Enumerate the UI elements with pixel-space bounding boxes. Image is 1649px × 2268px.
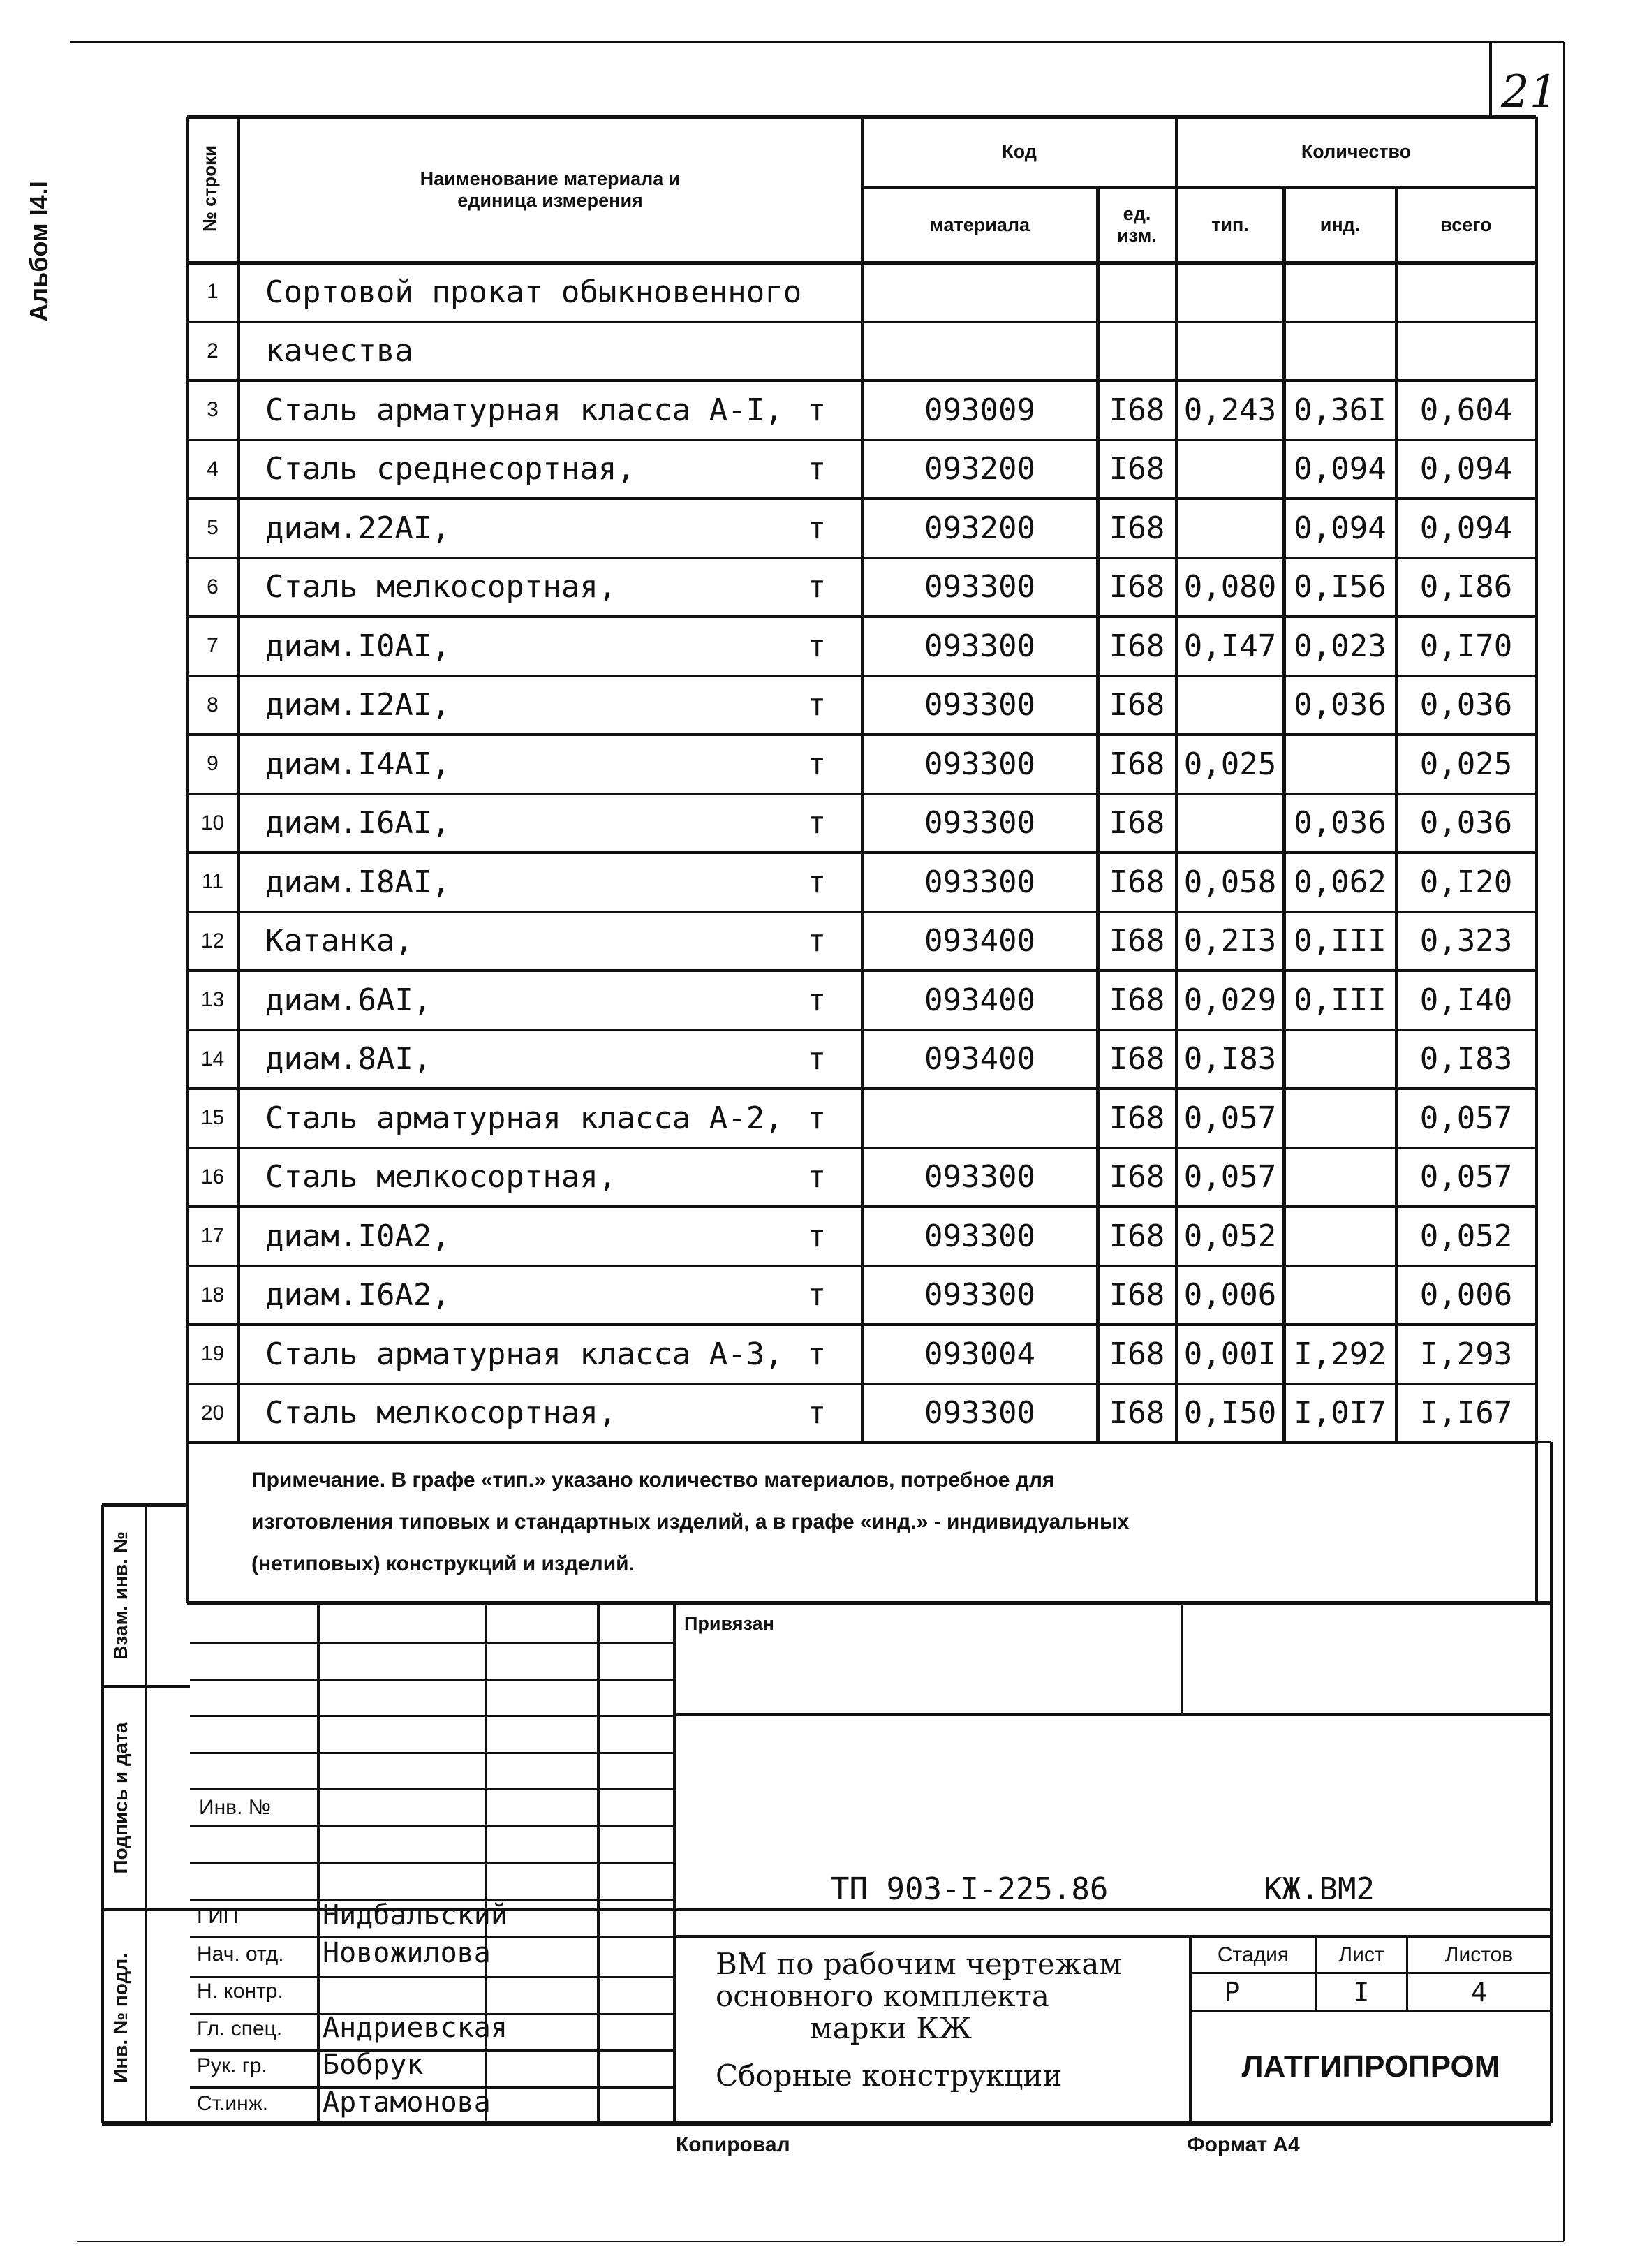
header-code: Код (1002, 141, 1037, 162)
row-number: 16 (200, 1165, 225, 1188)
row-total: 0,025 (1419, 746, 1513, 782)
row-number: 3 (207, 398, 219, 422)
row-ind: 0,023 (1294, 628, 1387, 664)
row-number: 7 (207, 634, 219, 658)
rule-line (597, 1603, 600, 2123)
header-quantity: Количество (1301, 141, 1412, 162)
header-name (238, 117, 862, 263)
row-ind: 0,094 (1294, 451, 1387, 487)
note (251, 1459, 1129, 1585)
row-code: 093300 (924, 628, 1035, 664)
row-typ (1176, 794, 1284, 853)
row-code: 093400 (924, 923, 1035, 959)
row-code (862, 1089, 1097, 1148)
row-unit: т (807, 1395, 827, 1431)
row-number: 14 (200, 1047, 225, 1070)
row-unit: т (807, 923, 827, 959)
row-unit: т (807, 451, 827, 487)
row-typ (1176, 263, 1284, 322)
row-unit: т (807, 1100, 827, 1136)
row-ind: I,0I7 (1294, 1395, 1387, 1431)
doc-code: ТП 903-I-225.86 (831, 1871, 1109, 1907)
row-unit: т (807, 746, 827, 782)
row-total: 0,I86 (1419, 569, 1513, 605)
row-unit: т (807, 1218, 827, 1254)
row-ind (1284, 1266, 1396, 1325)
row-total: 0,I40 (1419, 982, 1513, 1018)
note-line-1: Примечание. В графе «тип.» указано количество материалов, потребное для (251, 1468, 1055, 1492)
row-total: 0,052 (1419, 1218, 1513, 1254)
header-code-unit-text: ед. изм. (1117, 203, 1157, 246)
row-number: 15 (200, 1106, 225, 1130)
sheet-value: I (1353, 1976, 1370, 2008)
row-code: 093300 (924, 1218, 1035, 1254)
sheets-label: Листов (1444, 1943, 1514, 1966)
note-line-2: изготовления типовых и стандартных изделий, а в графе «инд.» - индивидуальных (251, 1510, 1130, 1533)
role-label: ГИП (197, 1905, 239, 1928)
row-unit (782, 322, 852, 381)
row-total: 0,057 (1419, 1159, 1513, 1195)
row-ind: 0,062 (1294, 864, 1387, 900)
privyazan-label: Привязан (684, 1613, 774, 1634)
rule-line (190, 1862, 674, 1864)
sheet-label: Лист (1338, 1943, 1384, 1966)
document-title (716, 1948, 1122, 2092)
row-name: Сортовой прокат обыкновенного (265, 274, 802, 310)
rule-line (674, 1713, 1551, 1716)
header-total: всего (1440, 214, 1492, 235)
row-number: 18 (200, 1283, 225, 1306)
row-code: 093300 (924, 864, 1035, 900)
row-ind: 0,036 (1294, 687, 1387, 723)
row-total: 0,094 (1419, 510, 1513, 546)
row-code: 093200 (924, 510, 1035, 546)
row-unit-code: I68 (1109, 628, 1165, 664)
row-unit-code: I68 (1109, 687, 1165, 723)
row-number: 4 (207, 457, 219, 480)
rule-line (102, 1685, 190, 1688)
row-total: 0,036 (1419, 687, 1513, 723)
row-code: 093400 (924, 1041, 1035, 1077)
row-name: Сталь мелкосортная, (265, 569, 617, 605)
row-name: диам.I8AI, (265, 864, 450, 900)
header-row-no: № строки (199, 145, 220, 233)
rule-line (190, 1752, 674, 1754)
row-typ: 0,I83 (1183, 1041, 1277, 1077)
row-code: 093200 (924, 451, 1035, 487)
row-total: I,I67 (1419, 1395, 1513, 1431)
row-total: 0,I20 (1419, 864, 1513, 900)
row-typ (1176, 499, 1284, 558)
row-ind (1284, 263, 1396, 322)
row-unit-code: I68 (1109, 864, 1165, 900)
row-number: 12 (200, 929, 225, 952)
row-number: 8 (207, 693, 219, 716)
rule-line (673, 1603, 676, 2123)
row-name: Сталь арматурная класса А-2, (265, 1100, 783, 1136)
row-typ: 0,058 (1183, 864, 1277, 900)
row-code: 093004 (924, 1336, 1035, 1372)
row-ind (1284, 1207, 1396, 1266)
row-unit-code: I68 (1109, 1336, 1165, 1372)
row-typ: 0,006 (1183, 1277, 1277, 1313)
doc-mark: КЖ.ВМ2 (1264, 1871, 1375, 1907)
rule-line (190, 1788, 674, 1790)
row-unit-code: I68 (1109, 746, 1165, 782)
role-label: Н. контр. (197, 1980, 283, 2003)
row-name: Катанка, (265, 923, 413, 959)
stage-label: Стадия (1217, 1943, 1289, 1966)
row-unit-code: I68 (1109, 569, 1165, 605)
row-unit: т (807, 1041, 827, 1077)
row-ind (1284, 735, 1396, 794)
header-code-material: материала (929, 214, 1030, 235)
row-name: Сталь арматурная класса А-I, (265, 392, 783, 428)
title-line-3: марки КЖ (810, 2011, 972, 2045)
rule-line (190, 1679, 674, 1681)
sheets-value: 4 (1471, 1976, 1487, 2008)
row-ind: 0,III (1294, 982, 1387, 1018)
row-total: 0,604 (1419, 392, 1513, 428)
header-name-text: Наименование материала и единица измерения (420, 168, 681, 211)
row-typ: 0,052 (1183, 1218, 1277, 1254)
row-code: 093009 (924, 392, 1035, 428)
rule-line (485, 1603, 487, 2123)
header-typ: тип. (1211, 214, 1249, 235)
row-name: диам.I4AI, (265, 746, 450, 782)
row-number: 11 (201, 870, 224, 894)
row-typ: 0,243 (1183, 392, 1277, 428)
row-ind: 0,I56 (1294, 569, 1387, 605)
row-total: 0,036 (1419, 805, 1513, 841)
row-unit: т (807, 392, 827, 428)
row-number: 9 (207, 752, 219, 776)
role-label: Рук. гр. (197, 2054, 267, 2077)
row-name: Сталь мелкосортная, (265, 1159, 617, 1195)
row-unit-code (1097, 322, 1176, 381)
rule-line (1489, 42, 1492, 117)
role-person: Нидбальский (323, 1899, 508, 1931)
title-line-4: Сборные конструкции (716, 2059, 1063, 2093)
row-unit: т (807, 510, 827, 546)
role-label: Ст.инж. (197, 2091, 269, 2115)
row-unit-code: I68 (1109, 923, 1165, 959)
row-code: 093300 (924, 1395, 1035, 1431)
row-code: 093300 (924, 569, 1035, 605)
row-unit-code: I68 (1109, 805, 1165, 841)
row-unit: т (807, 982, 827, 1018)
rule-line (317, 1603, 320, 2123)
rule-line (190, 1602, 674, 1604)
album-label: Альбом I4.I (24, 181, 53, 322)
row-typ (1176, 440, 1284, 499)
row-total (1396, 263, 1536, 322)
row-number: 10 (200, 811, 225, 834)
rule-line (77, 2241, 1564, 2242)
row-unit-code: I68 (1109, 1100, 1165, 1136)
rule-line (1181, 1603, 1183, 1714)
row-ind (1284, 1089, 1396, 1148)
row-total: 0,094 (1419, 451, 1513, 487)
row-total: 0,323 (1419, 923, 1513, 959)
format-label: Формат А4 (1187, 2133, 1300, 2156)
row-unit: т (807, 687, 827, 723)
role-person: Бобрук (323, 2049, 424, 2081)
row-unit-code: I68 (1109, 451, 1165, 487)
row-name: диам.6AI, (265, 982, 432, 1018)
row-total: 0,I83 (1419, 1041, 1513, 1077)
row-number: 2 (207, 339, 219, 362)
rule-line (1536, 1441, 1551, 1443)
title-line-1: ВМ по рабочим чертежам (716, 1947, 1123, 1981)
row-code (862, 263, 1097, 322)
row-typ (1176, 676, 1284, 735)
side-label-podpis: Подпись и дата (110, 1722, 131, 1874)
row-ind: 0,36I (1294, 392, 1387, 428)
row-ind (1284, 1030, 1396, 1089)
row-name: диам.8AI, (265, 1041, 432, 1077)
row-total (1396, 322, 1536, 381)
row-typ: 0,00I (1183, 1336, 1277, 1372)
row-unit-code: I68 (1109, 982, 1165, 1018)
rule-line (190, 1642, 674, 1644)
row-unit: т (807, 1277, 827, 1313)
row-typ: 0,080 (1183, 569, 1277, 605)
row-ind: 0,036 (1294, 805, 1387, 841)
row-unit-code: I68 (1109, 1159, 1165, 1195)
row-name: качества (265, 333, 413, 369)
rule-line (190, 1715, 674, 1717)
row-number: 5 (207, 516, 219, 540)
row-unit: т (807, 1159, 827, 1195)
row-name: Сталь мелкосортная, (265, 1395, 617, 1431)
row-name: диам.22AI, (265, 510, 450, 546)
side-label-inv-podl: Инв. № подл. (110, 1953, 131, 2083)
row-name: диам.I2AI, (265, 687, 450, 723)
row-ind: 0,094 (1294, 510, 1387, 546)
row-unit-code: I68 (1109, 1277, 1165, 1313)
row-number: 1 (207, 280, 219, 304)
row-total: 0,006 (1419, 1277, 1513, 1313)
header-ind: инд. (1319, 214, 1361, 235)
row-ind: 0,III (1294, 923, 1387, 959)
row-typ: 0,057 (1183, 1159, 1277, 1195)
row-code: 093400 (924, 982, 1035, 1018)
row-name: диам.I6AI, (265, 805, 450, 841)
row-typ: 0,I47 (1183, 628, 1277, 664)
row-total: 0,057 (1419, 1100, 1513, 1136)
inv-no-label: Инв. № (199, 1796, 271, 1819)
row-unit-code: I68 (1109, 510, 1165, 546)
row-total: I,293 (1419, 1336, 1513, 1372)
note-line-3: (нетиповых) конструкций и изделий. (251, 1552, 635, 1575)
page-number: 21 (1501, 66, 1558, 118)
row-typ (1176, 322, 1284, 381)
row-code: 093300 (924, 687, 1035, 723)
role-label: Гл. спец. (197, 2017, 283, 2040)
row-name: диам.I6A2, (265, 1277, 450, 1313)
rule-line (1563, 42, 1565, 2241)
rule-line (101, 1505, 104, 2123)
row-unit-code: I68 (1109, 1218, 1165, 1254)
row-code: 093300 (924, 805, 1035, 841)
role-person: Новожилова (323, 1936, 491, 1969)
row-code: 093300 (924, 1277, 1035, 1313)
row-unit-code: I68 (1109, 1395, 1165, 1431)
row-code: 093300 (924, 746, 1035, 782)
row-total: 0,I70 (1419, 628, 1513, 664)
row-typ: 0,025 (1183, 746, 1277, 782)
row-ind (1284, 322, 1396, 381)
rule-line (190, 1976, 674, 1978)
row-unit (782, 263, 852, 322)
row-number: 6 (207, 575, 219, 598)
row-unit: т (807, 569, 827, 605)
row-number: 20 (200, 1401, 225, 1424)
organization: ЛАТГИПРОПРОМ (1241, 2049, 1500, 2084)
role-label: Нач. отд. (197, 1942, 284, 1966)
side-label-vzam: Взам. инв. № (110, 1531, 131, 1660)
row-unit: т (807, 628, 827, 664)
row-number: 17 (200, 1224, 225, 1248)
row-name: Сталь среднесортная, (265, 451, 635, 487)
row-typ: 0,I50 (1183, 1395, 1277, 1431)
row-number: 19 (200, 1342, 225, 1366)
row-typ: 0,057 (1183, 1100, 1277, 1136)
role-person: Андриевская (323, 2011, 508, 2044)
row-name: Сталь арматурная класса А-3, (265, 1336, 783, 1372)
rule-line (190, 2049, 674, 2052)
row-code (862, 322, 1097, 381)
row-unit: т (807, 864, 827, 900)
row-number: 13 (200, 988, 225, 1012)
rule-line (70, 41, 1564, 43)
row-ind: I,292 (1294, 1336, 1387, 1372)
rule-line (190, 2123, 674, 2125)
stage-value: Р (1224, 1976, 1241, 2008)
rule-line (190, 1825, 674, 1827)
row-unit-code: I68 (1109, 392, 1165, 428)
row-name: диам.I0AI, (265, 628, 450, 664)
row-name: диам.I0A2, (265, 1218, 450, 1254)
copied-label: Копировал (676, 2133, 790, 2156)
row-unit: т (807, 805, 827, 841)
row-unit-code: I68 (1109, 1041, 1165, 1077)
row-typ: 0,2I3 (1183, 923, 1277, 959)
row-code: 093300 (924, 1159, 1035, 1195)
role-person: Артамонова (323, 2086, 491, 2119)
rule-line (145, 1505, 147, 2123)
row-typ: 0,029 (1183, 982, 1277, 1018)
header-code-unit (1097, 187, 1176, 263)
title-line-2: основного комплекта (716, 1979, 1049, 2013)
row-ind (1284, 1148, 1396, 1207)
row-unit-code (1097, 263, 1176, 322)
row-unit: т (807, 1336, 827, 1372)
